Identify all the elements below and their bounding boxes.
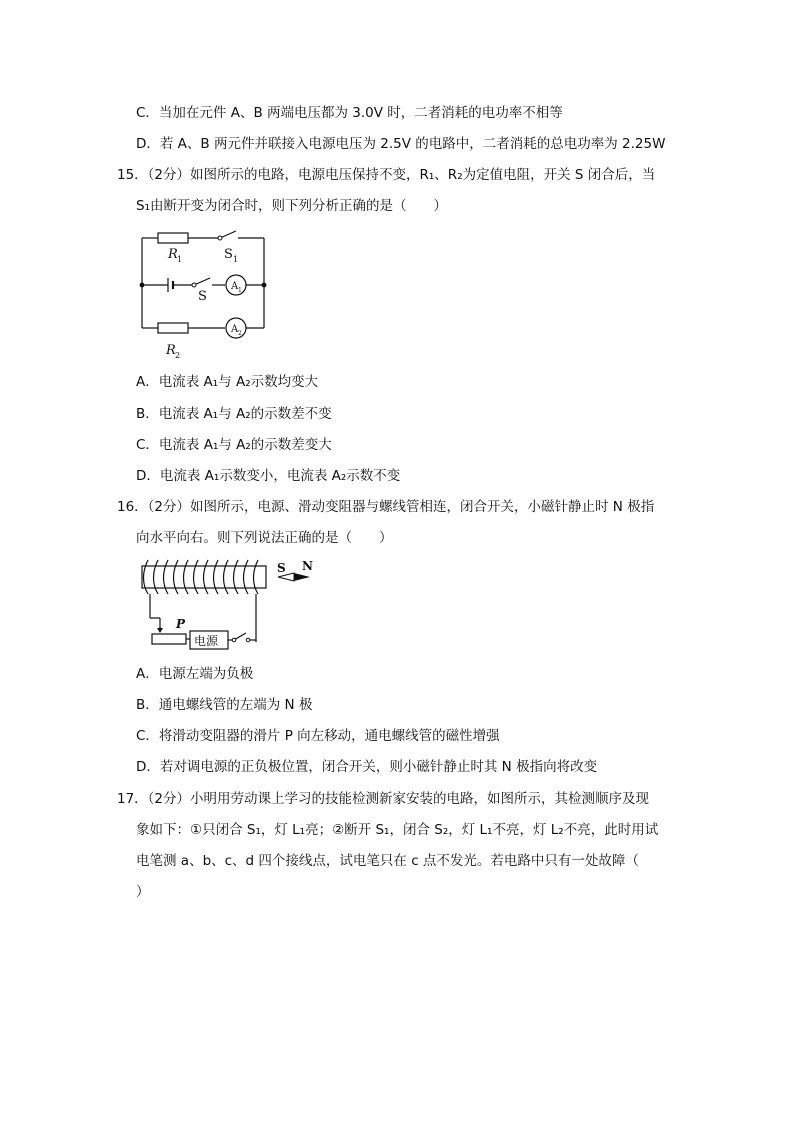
junction-right	[262, 283, 267, 288]
q15-circuit-diagram	[130, 222, 280, 362]
r1-sub: 1	[177, 255, 183, 264]
q14-option-d: D．若 A、B 两元件并联接入电源电压为 2.5V 的电路中，二者消耗的总电功率为 2.25W	[136, 136, 666, 152]
power-source-label: 电源	[194, 634, 219, 648]
s1-switch	[220, 231, 236, 238]
q15-option-b: B．电流表 A₁与 A₂的示数差不变	[136, 406, 332, 422]
q17-stem-line4: ）	[136, 884, 150, 900]
q16-stem-line1: 16．（2分）如图所示，电源、滑动变阻器与螺线管相连，闭合开关，小磁针静止时 N 极指	[117, 499, 655, 515]
rheostat	[152, 634, 186, 644]
q17-stem-line1: 17．（2分）小明用劳动课上学习的技能检测新家安装的电路，如图所示，其检测顺序及现	[117, 791, 650, 807]
q15-option-a: A．电流表 A₁与 A₂示数均变大	[136, 374, 319, 390]
slider-p-label: P	[176, 617, 186, 631]
q16-option-b: B．通电螺线管的左端为 N 极	[136, 697, 313, 713]
q15-option-d: D．电流表 A₁示数变小，电流表 A₂示数不变	[136, 468, 401, 484]
s-label: S	[198, 289, 207, 304]
s1-sub: 1	[233, 255, 239, 264]
r2-sub: 2	[175, 351, 181, 360]
needle-north-half	[294, 573, 310, 581]
a1-sub: 1	[238, 287, 242, 294]
s-switch	[194, 278, 210, 285]
r2-label: R	[166, 343, 176, 358]
q15-stem-line2: S₁由断开变为闭合时，则下列分析正确的是（ ）	[136, 198, 447, 214]
q14-option-c: C．当加在元件 A、B 两端电压都为 3.0V 时，二者消耗的电功率不相等	[136, 105, 563, 121]
q16-solenoid-diagram	[138, 556, 318, 658]
s1-label: S	[224, 247, 233, 262]
a2-sub: 2	[238, 330, 242, 337]
needle-s-label: S	[277, 561, 286, 575]
q17-stem-line2: 象如下：①只闭合 S₁，灯 L₁亮；②断开 S₁，闭合 S₂，灯 L₁不亮，灯 L₂不亮，此时用试	[136, 822, 659, 838]
needle-n-label: N	[302, 559, 313, 573]
r1-resistor	[158, 233, 188, 243]
q16-option-c: C．将滑动变阻器的滑片 P 向左移动，通电螺线管的磁性增强	[136, 728, 500, 744]
q16-option-d: D．若对调电源的正负极位置，闭合开关，则小磁针静止时其 N 极指向将改变	[136, 759, 598, 775]
a1-label: A	[231, 281, 239, 292]
q17-stem-line3: 电笔测 a、b、c、d 四个接线点，试电笔只在 c 点不发光。若电路中只有一处故障（	[136, 853, 639, 869]
q16-stem-line2: 向水平向右。则下列说法正确的是（ ）	[136, 530, 393, 546]
junction-left	[140, 283, 145, 288]
q16-option-a: A．电源左端为负极	[136, 666, 254, 682]
r1-label: R	[168, 247, 178, 262]
r2-resistor	[158, 323, 188, 333]
q15-stem-line1: 15．（2分）如图所示的电路，电源电压保持不变，R₁、R₂为定值电阻，开关 S 闭合后，当	[117, 167, 656, 183]
q15-option-c: C．电流表 A₁与 A₂的示数差变大	[136, 437, 332, 453]
a2-label: A	[231, 324, 239, 335]
